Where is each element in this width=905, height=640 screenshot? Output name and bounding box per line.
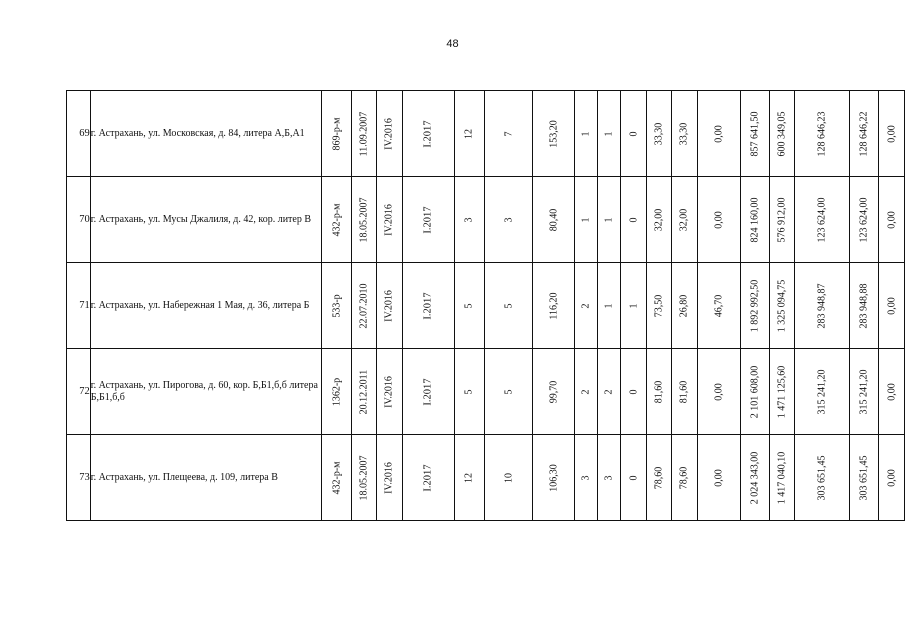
- area-total-text: 116,20: [548, 291, 559, 320]
- cell-c4: [484, 263, 533, 349]
- quarter-end-text: I.2017: [422, 119, 434, 148]
- quarter-start-text: IV.2016: [383, 375, 395, 408]
- cell-c7: [597, 349, 620, 435]
- amount-c15-text: 123 624,00: [858, 197, 870, 242]
- act-date-text: 18.05.2007: [358, 455, 370, 500]
- cell-c8-text: 0: [628, 389, 640, 394]
- amount-c16-text: 0,00: [886, 382, 898, 401]
- amount-c14-text: 283 948,87: [816, 283, 828, 328]
- area-c11: [697, 349, 740, 435]
- area-total-text: 80,40: [548, 208, 559, 231]
- object-address: г. Астрахань, ул. Пирогова, д. 60, кор. Б,Б1,б,б литера Б,Б1,б,б: [90, 349, 322, 435]
- quarter-start-text: IV.2016: [383, 203, 395, 236]
- cell-c3-text: 12: [463, 472, 475, 483]
- area-total-text: 99,70: [548, 380, 559, 403]
- housing-register-table: [66, 90, 905, 521]
- area-c10: [672, 263, 697, 349]
- cell-c7: [597, 263, 620, 349]
- amount-c14: [795, 177, 850, 263]
- cell-c6: [574, 349, 597, 435]
- area-c11-text: 0,00: [713, 382, 725, 401]
- amount-total: [740, 349, 769, 435]
- act-date: [351, 91, 376, 177]
- quarter-start: [377, 263, 402, 349]
- amount-c14: [795, 263, 850, 349]
- area-c10-text: 32,00: [678, 208, 690, 231]
- cell-c3: [455, 91, 484, 177]
- act-number: [322, 177, 351, 263]
- amount-total-text: 2 101 608,00: [749, 365, 761, 418]
- cell-c7-text: 2: [603, 389, 615, 394]
- area-total-text: 153,20: [548, 119, 559, 148]
- amount-c16: [879, 349, 905, 435]
- amount-c16-text: 0,00: [886, 468, 898, 487]
- cell-c8: [621, 91, 646, 177]
- area-total: [533, 177, 574, 263]
- table-row: [67, 435, 905, 521]
- cell-c4-text: 7: [503, 131, 515, 136]
- amount-c14: [795, 349, 850, 435]
- amount-c14-text: 128 646,23: [816, 111, 828, 156]
- cell-c4: [484, 435, 533, 521]
- area-c9: [646, 177, 671, 263]
- cell-c4: [484, 91, 533, 177]
- cell-c4-text: 5: [503, 303, 515, 308]
- cell-c6: [574, 263, 597, 349]
- cell-c6-text: 3: [580, 475, 592, 480]
- cell-c3: [455, 349, 484, 435]
- cell-c3: [455, 177, 484, 263]
- amount-c13: [769, 177, 794, 263]
- cell-c4: [484, 349, 533, 435]
- amount-total-text: 857 641,50: [749, 111, 761, 156]
- area-c9-text: 33,30: [653, 122, 665, 145]
- quarter-start-text: IV.2016: [383, 289, 395, 322]
- area-c9-text: 81,60: [653, 380, 665, 403]
- area-c10-text: 33,30: [678, 122, 690, 145]
- area-c10: [672, 435, 697, 521]
- quarter-start-text: IV.2016: [383, 461, 395, 494]
- amount-c13-text: 600 349,05: [776, 111, 788, 156]
- amount-c13-text: 576 912,00: [776, 197, 788, 242]
- area-c9: [646, 349, 671, 435]
- amount-total: [740, 177, 769, 263]
- act-number: [322, 263, 351, 349]
- cell-c8-text: 0: [628, 217, 640, 222]
- amount-c13: [769, 435, 794, 521]
- amount-c13-text: 1 325 094,75: [776, 279, 788, 332]
- amount-c15: [850, 91, 879, 177]
- amount-c14-text: 123 624,00: [816, 197, 828, 242]
- area-total: [533, 91, 574, 177]
- cell-c7-text: 1: [603, 303, 615, 308]
- act-number-text: 432-р-м: [331, 203, 343, 236]
- amount-c15-text: 303 651,45: [858, 455, 870, 500]
- quarter-end-text: I.2017: [422, 291, 434, 320]
- amount-c16-text: 0,00: [886, 210, 898, 229]
- table-row: [67, 263, 905, 349]
- cell-c6-text: 2: [580, 303, 592, 308]
- amount-c15-text: 283 948,88: [858, 283, 870, 328]
- amount-c14: [795, 435, 850, 521]
- act-date: [351, 177, 376, 263]
- amount-c15-text: 128 646,22: [858, 111, 870, 156]
- quarter-start: [377, 349, 402, 435]
- cell-c6: [574, 91, 597, 177]
- amount-c14: [795, 91, 850, 177]
- object-address: г. Астрахань, ул. Набережная 1 Мая, д. 36, литера Б: [90, 263, 322, 349]
- cell-c3: [455, 435, 484, 521]
- quarter-end-text: I.2017: [422, 205, 434, 234]
- amount-c16: [879, 263, 905, 349]
- amount-total-text: 1 892 992,50: [749, 279, 761, 332]
- quarter-end: [402, 349, 455, 435]
- cell-c3: [455, 263, 484, 349]
- row-number: 73: [67, 435, 91, 521]
- cell-c8: [621, 177, 646, 263]
- act-date: [351, 435, 376, 521]
- cell-c4: [484, 177, 533, 263]
- act-number-text: 1362-р: [331, 377, 343, 406]
- act-number-text: 869-р-м: [331, 117, 343, 150]
- act-date: [351, 263, 376, 349]
- row-number: 72: [67, 349, 91, 435]
- area-c11: [697, 91, 740, 177]
- area-c10-text: 78,60: [678, 466, 690, 489]
- cell-c3-text: 5: [463, 303, 475, 308]
- amount-c15: [850, 349, 879, 435]
- act-date: [351, 349, 376, 435]
- area-c11: [697, 435, 740, 521]
- amount-c13: [769, 91, 794, 177]
- amount-c16: [879, 91, 905, 177]
- table-row: [67, 349, 905, 435]
- quarter-start-text: IV.2016: [383, 117, 395, 150]
- cell-c7: [597, 177, 620, 263]
- area-c10: [672, 349, 697, 435]
- cell-c3-text: 12: [463, 128, 475, 139]
- area-total: [533, 435, 574, 521]
- area-c9: [646, 91, 671, 177]
- amount-c15: [850, 177, 879, 263]
- amount-c13: [769, 263, 794, 349]
- amount-total-text: 2 024 343,00: [749, 451, 761, 504]
- quarter-start: [377, 435, 402, 521]
- cell-c8-text: 1: [628, 303, 640, 308]
- act-number-text: 432-р-м: [331, 461, 343, 494]
- cell-c8: [621, 349, 646, 435]
- cell-c6: [574, 177, 597, 263]
- area-c10-text: 26,80: [678, 294, 690, 317]
- object-address: г. Астрахань, ул. Мусы Джалиля, д. 42, кор. литер В: [90, 177, 322, 263]
- quarter-start: [377, 91, 402, 177]
- page-number: 48: [446, 38, 459, 50]
- area-c11-text: 0,00: [713, 124, 725, 143]
- amount-c16: [879, 435, 905, 521]
- amount-c13-text: 1 471 125,60: [776, 365, 788, 418]
- area-c11-text: 0,00: [713, 210, 725, 229]
- cell-c8: [621, 263, 646, 349]
- quarter-end: [402, 435, 455, 521]
- amount-c13: [769, 349, 794, 435]
- act-number: [322, 91, 351, 177]
- cell-c6-text: 1: [580, 131, 592, 136]
- amount-c15: [850, 263, 879, 349]
- cell-c3-text: 5: [463, 389, 475, 394]
- cell-c7-text: 1: [603, 131, 615, 136]
- cell-c8-text: 0: [628, 131, 640, 136]
- area-total: [533, 263, 574, 349]
- cell-c6-text: 2: [580, 389, 592, 394]
- act-date-text: 11.09.2007: [358, 111, 370, 156]
- area-c10: [672, 177, 697, 263]
- cell-c8: [621, 435, 646, 521]
- area-c9: [646, 435, 671, 521]
- cell-c7-text: 1: [603, 217, 615, 222]
- act-date-text: 18.05.2007: [358, 197, 370, 242]
- quarter-end: [402, 263, 455, 349]
- quarter-end: [402, 177, 455, 263]
- cell-c6: [574, 435, 597, 521]
- quarter-end-text: I.2017: [422, 377, 434, 406]
- area-c10-text: 81,60: [678, 380, 690, 403]
- cell-c7-text: 3: [603, 475, 615, 480]
- cell-c4-text: 5: [503, 389, 515, 394]
- area-total: [533, 349, 574, 435]
- amount-c14-text: 303 651,45: [816, 455, 828, 500]
- area-total-text: 106,30: [548, 463, 559, 492]
- row-number: 71: [67, 263, 91, 349]
- amount-total: [740, 91, 769, 177]
- table-row: [67, 91, 905, 177]
- cell-c3-text: 3: [463, 217, 475, 222]
- cell-c6-text: 1: [580, 217, 592, 222]
- amount-c13-text: 1 417 040,10: [776, 451, 788, 504]
- object-address: г. Астрахань, ул. Плещеева, д. 109, литера В: [90, 435, 322, 521]
- act-number: [322, 435, 351, 521]
- quarter-start: [377, 177, 402, 263]
- area-c11-text: 0,00: [713, 468, 725, 487]
- act-date-text: 22.07.2010: [358, 283, 370, 328]
- area-c10: [672, 91, 697, 177]
- amount-c16-text: 0,00: [886, 124, 898, 143]
- cell-c4-text: 10: [503, 472, 515, 483]
- cell-c7: [597, 435, 620, 521]
- row-number: 69: [67, 91, 91, 177]
- area-c9-text: 78,60: [653, 466, 665, 489]
- area-c11-text: 46,70: [713, 294, 725, 317]
- amount-c16: [879, 177, 905, 263]
- area-c9-text: 73,50: [653, 294, 665, 317]
- amount-total: [740, 435, 769, 521]
- area-c11: [697, 177, 740, 263]
- amount-c16-text: 0,00: [886, 296, 898, 315]
- area-c9-text: 32,00: [653, 208, 665, 231]
- amount-c15-text: 315 241,20: [858, 369, 870, 414]
- cell-c4-text: 3: [503, 217, 515, 222]
- act-number-text: 533-р: [331, 293, 343, 318]
- object-address: г. Астрахань, ул. Московская, д. 84, литера А,Б,А1: [90, 91, 322, 177]
- area-c9: [646, 263, 671, 349]
- amount-c15: [850, 435, 879, 521]
- table-row: [67, 177, 905, 263]
- cell-c8-text: 0: [628, 475, 640, 480]
- area-c11: [697, 263, 740, 349]
- amount-total: [740, 263, 769, 349]
- row-number: 70: [67, 177, 91, 263]
- amount-total-text: 824 160,00: [749, 197, 761, 242]
- act-date-text: 20.12.2011: [358, 369, 370, 414]
- act-number: [322, 349, 351, 435]
- quarter-end-text: I.2017: [422, 463, 434, 492]
- amount-c14-text: 315 241,20: [816, 369, 828, 414]
- quarter-end: [402, 91, 455, 177]
- cell-c7: [597, 91, 620, 177]
